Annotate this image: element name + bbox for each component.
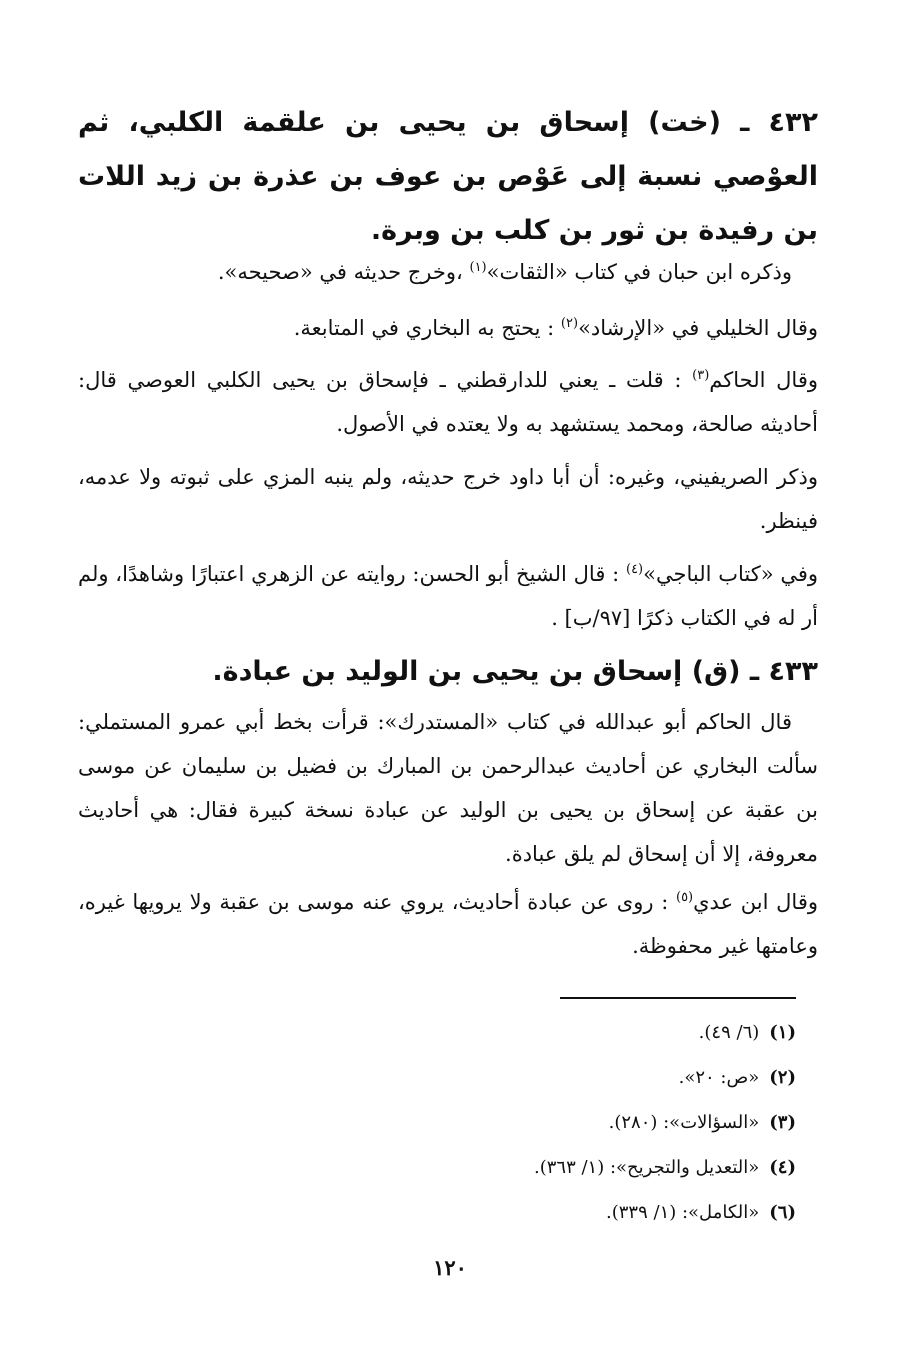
paragraph-baji (78, 552, 818, 640)
paragraph-text: وقال الحاكم (709, 368, 818, 392)
footnote-divider (560, 997, 796, 999)
paragraph-ibn-hibban (78, 250, 818, 294)
footnote-item (196, 1145, 796, 1190)
paragraph-text: وفي «كتاب الباجي» (643, 562, 819, 586)
footnote-text: «الكامل»: (١/ ٣٣٩). (606, 1202, 760, 1223)
paragraph-text: وقال ابن عدي (693, 890, 819, 914)
footnote-ref-4: (٤) (625, 562, 644, 577)
footnote-item (196, 1010, 796, 1055)
paragraph-ibn-adi (78, 880, 818, 968)
footnote-item (196, 1190, 796, 1235)
paragraph-text: وذكره ابن حبان في كتاب «الثقات» (486, 260, 792, 284)
footnote-item (196, 1100, 796, 1145)
footnotes-list (196, 1010, 796, 1235)
footnote-ref-2: (٢) (560, 316, 579, 331)
paragraph-text: ،وخرج حديثه في «صحيحه». (217, 260, 470, 284)
footnote-text: (٦/ ٤٩). (698, 1022, 760, 1043)
paragraph-khalili (78, 306, 818, 350)
paragraph-text: : روى عن عبادة أحاديث، يروي عنه موسى بن عقبة ولا يرويها غيره، وعامتها غير محفوظة. (78, 890, 818, 958)
footnote-item (196, 1055, 796, 1100)
page-number: ١٢٠ (433, 1255, 467, 1280)
paragraph-text: : قال الشيخ أبو الحسن: روايته عن الزهري اعتبارًا وشاهدًا، ولم أر له في الكتاب ذكرًا [٩٧/ب] . (78, 562, 818, 630)
footnote-ref-5: (٥) (675, 890, 694, 905)
footnote-text: «التعديل والتجريح»: (١/ ٣٦٣). (533, 1157, 760, 1178)
footnote-number: (٢) (769, 1067, 796, 1088)
footnote-text: «ص: ٢٠». (678, 1067, 760, 1088)
footnote-number: (٤) (769, 1157, 796, 1178)
paragraph-sarifini: وذكر الصريفيني، وغيره: أن أبا داود خرج حديثه، ولم ينبه المزي على ثبوته ولا عدمه، فينظر. (78, 465, 818, 533)
footnote-ref-3: (٣) (692, 368, 710, 383)
footnote-number: (٦) (769, 1202, 796, 1223)
entry-heading-433: ٤٣٣ ـ (ق) إسحاق بن يحيى بن الوليد بن عبادة. (212, 656, 818, 687)
paragraph-mustadrak: قال الحاكم أبو عبدالله في كتاب «المستدرك»: قرأت بخط أبي عمرو المستملي: سألت البخاري عن أحاديث عبدالرحمن بن المبارك بن فضيل بن سليمان عن موسى بن عقبة عن إسحاق بن يحيى بن الوليد عن عبادة نسخة كبيرة فقال: هي أحاديث معروفة، إلا أن إسحاق لم يلق عبادة. (78, 710, 818, 866)
paragraph-text: وقال الخليلي في «الإرشاد» (578, 316, 818, 340)
footnote-number: (١) (769, 1022, 796, 1043)
entry-heading-432: ٤٣٢ ـ (خت) إسحاق بن يحيى بن علقمة الكلبي، ثم العوْصي نسبة إلى عَوْص بن عوف بن عذرة بن زيد اللات بن رفيدة بن ثور بن كلب بن وبرة. (78, 107, 818, 246)
footnote-number: (٣) (769, 1112, 796, 1133)
paragraph-text: : قلت ـ يعني للدارقطني ـ فإسحاق بن يحيى الكلبي العوصي قال: أحاديثه صالحة، ومحمد يستشهد به ولا يعتده في الأصول. (78, 368, 818, 436)
footnote-ref-1: (١) (469, 260, 487, 275)
paragraph-hakim (78, 358, 818, 446)
footnote-text: «السؤالات»: (٢٨٠). (608, 1112, 760, 1133)
paragraph-text: : يحتج به البخاري في المتابعة. (293, 316, 561, 340)
